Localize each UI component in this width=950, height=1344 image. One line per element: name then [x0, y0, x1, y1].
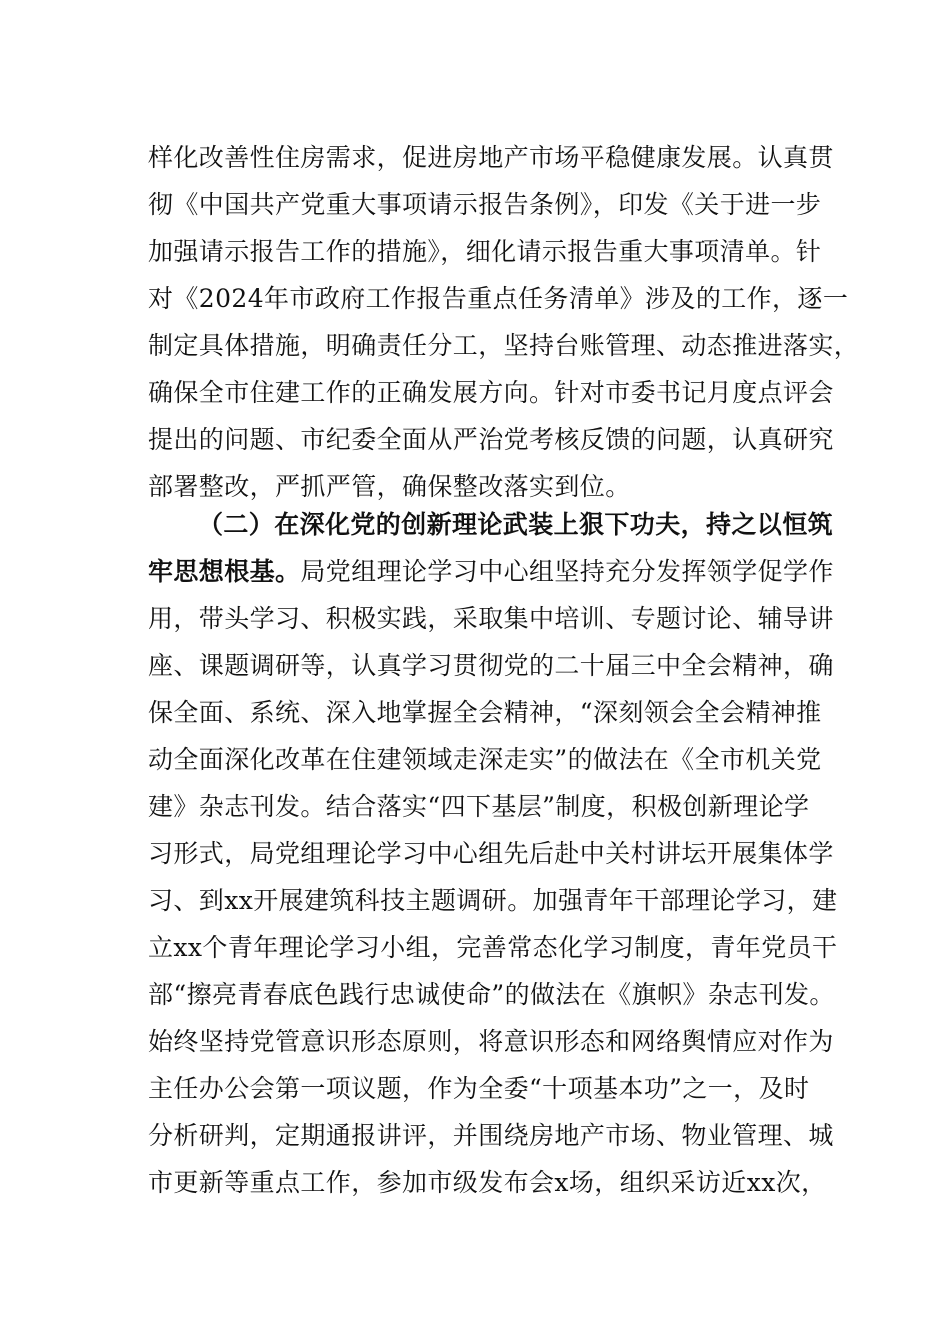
section-heading-line: （二）在深化党的创新理论武装上狠下功夫，持之以恒筑	[198, 510, 834, 539]
text-line: 用，带头学习、积极实践，采取集中培训、专题讨论、辅导讲	[148, 604, 834, 633]
text-line: 习、到xx开展建筑科技主题调研。加强青年干部理论学习，建	[148, 886, 838, 915]
text-line: 部署整改，严抓严管，确保整改落实到位。	[148, 472, 631, 501]
text-line: 保全面、系统、深入地掌握全会精神，“深刻领会全会精神推	[148, 698, 822, 727]
text-line: 始终坚持党管意识形态原则，将意识形态和网络舆情应对作为	[148, 1027, 834, 1056]
text-line: 动全面深化改革在住建领域走深走实”的做法在《全市机关党	[148, 745, 822, 774]
text-line: 座、课题调研等，认真学习贯彻党的二十届三中全会精神，确	[148, 651, 834, 680]
text-line: 市更新等重点工作，参加市级发布会x场，组织采访近xx次，	[148, 1168, 827, 1197]
text-line: 确保全市住建工作的正确发展方向。针对市委书记月度点评会	[148, 378, 834, 407]
text-line: 对《2024年市政府工作报告重点任务清单》涉及的工作，逐一	[148, 284, 849, 313]
text-line: 习形式，局党组理论学习中心组先后赴中关村讲坛开展集体学	[148, 839, 834, 868]
section-heading-end: 牢思想根基。	[148, 557, 301, 586]
text-line: 彻《中国共产党重大事项请示报告条例》，印发《关于进一步	[148, 190, 822, 219]
text-line: 立xx个青年理论学习小组，完善常态化学习制度，青年党员干	[148, 933, 838, 962]
text-line: 建》杂志刊发。结合落实“四下基层”制度，积极创新理论学	[148, 792, 810, 821]
text-line	[148, 550, 834, 594]
text-line: 制定具体措施，明确责任分工，坚持台账管理、动态推进落实，	[148, 331, 860, 360]
text-line: 加强请示报告工作的措施》，细化请示报告重大事项清单。针	[148, 237, 822, 266]
text-line: 提出的问题、市纪委全面从严治党考核反馈的问题，认真研究	[148, 425, 834, 454]
text-line: 分析研判，定期通报讲评，并围绕房地产市场、物业管理、城	[148, 1121, 834, 1150]
text-run: 局党组理论学习中心组坚持充分发挥领学促学作	[300, 557, 834, 586]
text-line: 样化改善性住房需求，促进房地产市场平稳健康发展。认真贯	[148, 143, 834, 172]
text-line: 部“擦亮青春底色践行忠诚使命”的做法在《旗帜》杂志刊发。	[148, 980, 835, 1009]
text-line: 主任办公会第一项议题，作为全委“十项基本功”之一，及时	[148, 1074, 810, 1103]
